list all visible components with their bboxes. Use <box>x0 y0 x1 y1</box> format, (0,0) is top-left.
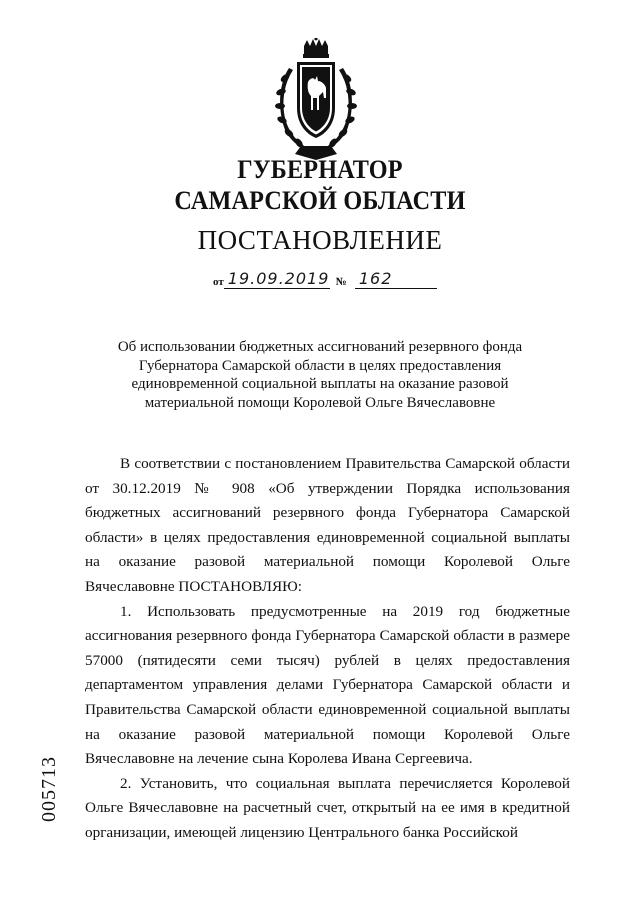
body-paragraph: 1. Использовать предусмотренные на 2019 год бюджетные ассигнования резервного фонда Губернатора Самарской области в размере 57000 (пятидесяти семи тысяч) рублей в целях предоставления департаментом управления делами Губернатора Самарской области и Правительства Самарской области единовременной социальной выплаты на оказание разовой материальной помощи Королевой Ольге Вячеславовне на лечение сына Королева Ивана Сергеевича. <box>85 602 570 768</box>
document-date: 19.09.2019 <box>224 269 330 289</box>
body-paragraph: В соответствии с постановлением Правительства Самарской области от 30.12.2019 № 908 «Об утверждении Порядка использования бюджетных ассигнований резервного фонда Губернатора Самарской области» в целях предоставления единовременной социальной выплаты на оказание разовой материальной помощи Королевой Ольге Вячеславовне ПОСТАНОВЛЯЮ: <box>85 455 570 595</box>
body-paragraph: 2. Установить, что социальная выплата перечисляется Королевой Ольге Вячеславовне на расчетный счет, открытый на ее имя в кредитной организации, имеющей лицензию Центрального банка Российской <box>85 774 570 841</box>
document-type: ПОСТАНОВЛЕНИЕ <box>197 225 443 255</box>
dateline <box>213 268 437 290</box>
document-number: 162 <box>355 269 437 289</box>
document-body <box>85 452 570 846</box>
issuer-region: САМАРСКОЙ ОБЛАСТИ <box>174 186 466 215</box>
number-label: № <box>335 276 347 288</box>
issuer-title: ГУБЕРНАТОР <box>237 155 403 184</box>
document-subject: Об использовании бюджетных ассигнований резервного фонда Губернатора Самарской области в целях предоставления единовременной социальной выплаты на оказание разовой материальной помощи Королевой Ольге Вячеславовне <box>117 339 523 411</box>
coat-of-arms-icon <box>271 38 361 162</box>
side-serial-number: 005713 <box>38 756 60 822</box>
date-label: от <box>213 276 224 288</box>
